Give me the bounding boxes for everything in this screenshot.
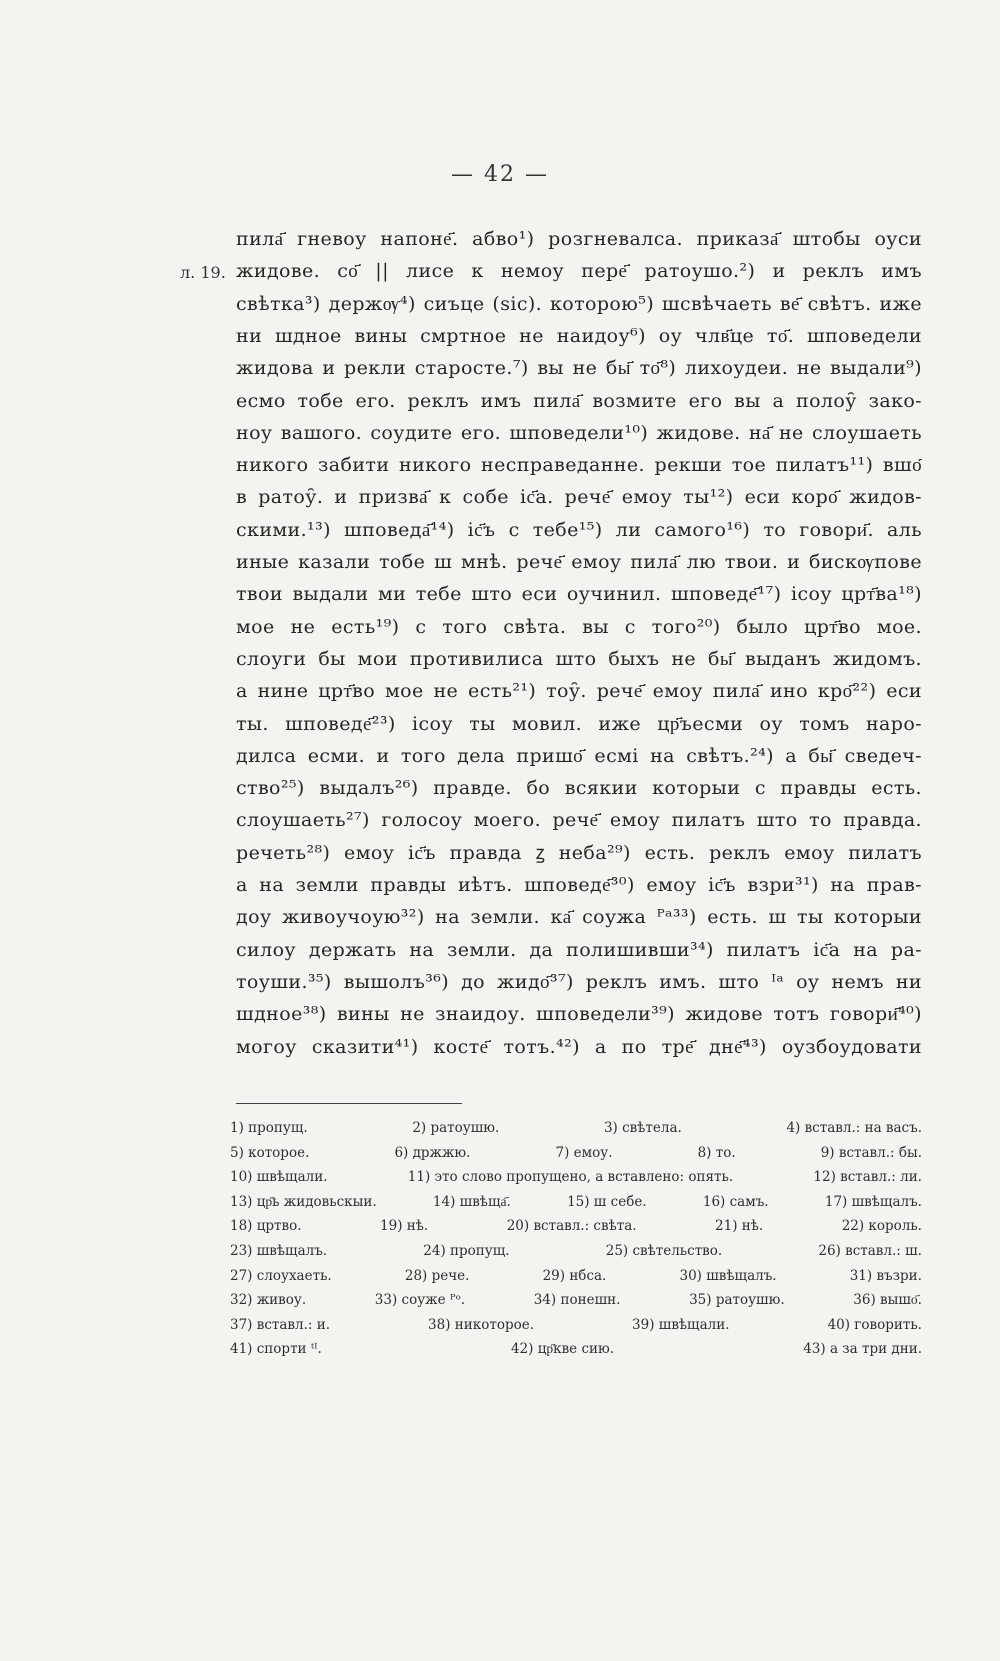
footnote-item: 41) спорти ᵗᴵ. [230, 1341, 322, 1358]
text-line: ты. шповеде҃²³) ісоу ты мовил. иже цр҃ъесми оу томъ наро- [236, 712, 922, 735]
page-number: — 42 — [451, 162, 549, 187]
footnote-row [230, 1140, 922, 1167]
footnote-item: 28) рече. [404, 1267, 470, 1284]
footnote-item: 26) вставл.: ш. [818, 1243, 922, 1259]
footnote-item: 37) вставл.: и. [230, 1316, 331, 1333]
text-line: ноу вашого. соудите его. шповедели¹⁰) жидове. на҃ не слоушаеть [236, 421, 922, 444]
text-line: а на земли правды иѣтъ. шповеде҃³⁰) емоу іс҃ъ взри³¹) на прав- [236, 874, 922, 896]
footnote-item: 5) которое. [230, 1144, 310, 1161]
footnote-item: 34) понешн. [533, 1292, 621, 1309]
footnote-item: 17) швѣщалъ. [824, 1193, 922, 1210]
text-line: свѣтка³) держѹ⁴) сиъце (sic). которою⁵) шсвѣчаеть ве҃ свѣтъ. иже [236, 292, 922, 315]
folio-margin-note: л. 19. [180, 263, 226, 282]
footnote-item: 40) говорить. [827, 1316, 922, 1333]
footnote-item: 7) емоу. [555, 1144, 613, 1161]
footnote-item: 32) живоу. [230, 1292, 307, 1309]
text-line: есмо тобе его. реклъ имъ пила҃ возмите его вы а полоу̑ зако- [236, 389, 922, 412]
footnote-item: 21) нѣ. [715, 1218, 764, 1235]
text-line: слоушаеть²⁷) голосоу моего. рече҃ емоу пилатъ што то правда. [236, 809, 922, 832]
footnote-item: 8) то. [697, 1144, 736, 1161]
footnote-item: 25) свѣтельство. [605, 1243, 723, 1259]
footnote-item: 12) вставл.: ли. [813, 1169, 922, 1186]
footnote-item: 1) пропущ. [230, 1120, 308, 1136]
text-line: в ратоу̑. и призва҃ к собе іс҃а. рече҃ емоу ты¹²) еси коро҃ жидов- [236, 486, 922, 509]
footnote-divider [236, 1103, 462, 1104]
footnote-item: 31) възри. [849, 1267, 922, 1284]
footnote-item: 11) это слово пропущено, а вставлено: опять. [407, 1169, 734, 1186]
footnote-row [230, 1189, 922, 1216]
footnote-row [230, 1115, 922, 1142]
text-line: никого забити никого несправеданне. рекши тое пилатъ¹¹) вшо҃ [236, 454, 922, 477]
text-line: могоу сказити⁴¹) косте҃ тотъ.⁴²) а по тре҃ дне҃⁴³) оузбоудовати [236, 1035, 922, 1058]
footnote-item: 35) ратоушю. [689, 1292, 785, 1309]
footnote-item: 30) швѣщалъ. [679, 1267, 777, 1284]
footnote-item: 9) вставл.: бы. [820, 1144, 922, 1161]
text-line: а нине црт҃во мое не есть²¹) тоу̑. рече҃ емоу пила҃ ино кро҃²²) еси [236, 680, 922, 703]
footnote-row [230, 1287, 922, 1314]
footnote-item: 6) држжю. [394, 1144, 471, 1161]
footnote-item: 36) вышо҃. [853, 1292, 922, 1309]
text-line: дилса есми. и того дела пришо҃ есмі на свѣтъ.²⁴) а бы҃ сведеч- [236, 744, 922, 767]
text-line: ство²⁵) выдалъ²⁶) правде. бо всякии которыи с правды есть. [236, 777, 922, 800]
footnote-item: 39) швѣщали. [632, 1316, 730, 1333]
footnote-item: 3) свѣтела. [603, 1120, 682, 1136]
footnote-row [230, 1336, 922, 1363]
footnote-item: 15) ш себе. [567, 1193, 647, 1210]
text-line: твои выдали ми тебе што еси оучинил. шповеде҃¹⁷) ісоу црт҃ва¹⁸) [236, 583, 922, 606]
footnote-row [230, 1164, 922, 1191]
footnote-item: 16) самъ. [702, 1193, 769, 1210]
text-line: скими.¹³) шповеда҃¹⁴) іс҃ъ с тебе¹⁵) ли самого¹⁶) то говори҃. аль [236, 518, 922, 541]
footnote-item: 24) пропущ. [423, 1243, 510, 1259]
footnote-row [230, 1263, 922, 1290]
text-line: мое не есть¹⁹) с того свѣта. вы с того²⁰) было црт҃во мое. [236, 615, 922, 638]
footnote-row [230, 1213, 922, 1240]
footnote-item: 33) соуже ᴾᵒ. [374, 1292, 466, 1309]
footnote-item: 14) швѣща҃. [432, 1193, 511, 1210]
footnote-item: 13) цр҃ь жидовьскыи. [230, 1193, 377, 1210]
footnote-item: 18) цртво. [230, 1218, 302, 1235]
footnote-item: 29) нбса. [542, 1267, 607, 1284]
text-line: слоуги бы мои противилиса што быхъ не бы҃ выданъ жидомъ. [236, 647, 922, 670]
text-line: жидове. со҃ || лисе к немоу пере҃ ратоушо.²) и реклъ имъ [236, 260, 922, 283]
footnote-item: 2) ратоушю. [412, 1120, 500, 1136]
footnote-item: 22) король. [841, 1218, 922, 1235]
text-line: шдное³⁸) вины не знаидоу. шповедели³⁹) жидове тотъ говори҃⁴⁰) [236, 1003, 922, 1026]
footnote-item: 27) слоухаеть. [230, 1267, 332, 1284]
text-line: тоуши.³⁵) вышолъ³⁶) до жидо҃³⁷) реклъ имъ. што ᴵᵃ оу немъ ни [236, 970, 922, 993]
footnote-item: 43) а за три дни. [803, 1341, 922, 1358]
footnote-item: 10) швѣщали. [230, 1169, 328, 1186]
footnote-item: 23) швѣщалъ. [230, 1243, 328, 1259]
text-line: речеть²⁸) емоу іс҃ъ правда ꙁ неба²⁹) есть. реклъ емоу пилатъ [236, 841, 922, 864]
footnote-item: 38) никоторое. [428, 1316, 534, 1333]
text-line: ни шдное вины смртное не наидоу⁶) оу члв҃це то҃. шповедели [236, 324, 922, 347]
text-line: доу живоучоую³²) на земли. ка҃ соужа ᴾᵃ³³) есть. ш ты которыи [236, 906, 922, 929]
footnote-item: 42) цр҃кве сию. [510, 1341, 615, 1358]
footnote-row [230, 1312, 922, 1339]
footnote-item: 4) вставл.: на васъ. [786, 1120, 922, 1136]
text-line: жидова и рекли старосте.⁷) вы не бы҃ то҃⁸) лихоудеи. не выдали⁹) [236, 357, 922, 380]
text-line: силоу держать на земли. да полишивши³⁴) пилатъ іс҃а на ра- [236, 938, 922, 961]
text-line: пила҃ гневоу напоне҃. абво¹) розгневалса. приказа҃ штобы оуси [236, 228, 922, 250]
text-line: иные казали тобе ш мнѣ. рече҃ емоу пила҃ лю твои. и бискѹпове [236, 551, 922, 573]
footnote-item: 19) нѣ. [380, 1218, 429, 1235]
footnote-row [230, 1238, 922, 1265]
footnote-item: 20) вставл.: свѣта. [506, 1218, 637, 1235]
